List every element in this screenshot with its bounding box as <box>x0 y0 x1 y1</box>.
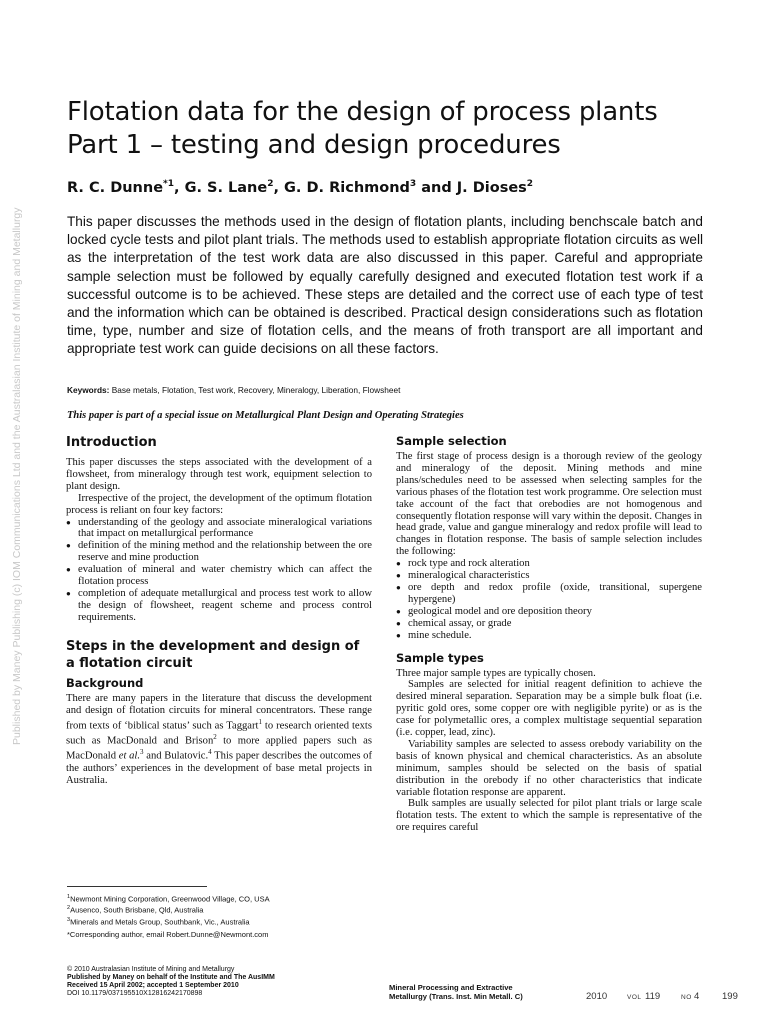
publication-info <box>67 966 387 998</box>
list-item: ● rock type and rock alteration <box>396 558 702 570</box>
author-list <box>67 179 727 196</box>
issue: 4 <box>694 991 700 1002</box>
list-item: ● completion of adequate metallurgical and process test work to allow the design of flowsheet, reagent scheme and process control requirements. <box>66 588 372 624</box>
copyright: © 2010 Australasian Institute of Mining and Metallurgy <box>67 966 235 973</box>
author-name: J. Dioses <box>456 179 527 196</box>
affiliation: $^2$Ausenco, South Brisbane, Qld, Australia <box>67 905 204 915</box>
keywords-list: Base metals, Flotation, Test work, Recovery, Mineralogy, Liberation, Flowsheet <box>111 385 401 395</box>
author-name: G. S. Lane <box>184 179 268 196</box>
title-line-1: Flotation data for the design of process plants <box>67 97 658 127</box>
sample-types-paragraph: Samples are selected for initial reagent definition to achieve the desired mineral separation. Separation may be a simple bulk float (i.e. pyritic gold ores, some copper ore with negligible pyrite) or as is the case for polymetallic ores, a complex multistage sequential separation (i.e. copper, lead, zinc). <box>396 679 702 739</box>
affiliations <box>67 893 367 927</box>
page-number: 199 <box>722 991 738 1002</box>
list-item: ● mine schedule. <box>396 630 702 642</box>
author-mark: 2 <box>526 179 534 189</box>
sample-selection-paragraph: The first stage of process design is a thorough review of the geology and mineralogy of the deposit. Mining methods and mine plans/schedules need to be assessed when selecting samples for the various phases of the flotation test work programme. Ore selection must take account of the fact that orebodies are not homogenous and consequently flotation response will vary within the deposit. Changes in head grade, value and gangue mineralogy and redox profile will lead to changes in flotation response. The basis of sample selection includes the following: <box>396 451 702 558</box>
background-paragraph: There are many papers in the literature that discuss the development and design of flotation circuits for mineral concentrators. These range from texts of ‘biblical status’ such as Taggart$^1$ to research oriented texts such as MacDonald and Brison$^2$ to more applied papers such as MacDonald et al.$^3$ and Bulatovic.$^4$ This paper describes the outcomes of the authors’ experiences in the development of base metal projects in Australia. <box>66 692 372 786</box>
right-column <box>396 434 702 834</box>
list-item: ● mineralogical characteristics <box>396 570 702 582</box>
journal-name: Mineral Processing and Extractive Metallurgy (Trans. Inst. Min Metall. C) <box>389 983 523 1001</box>
list-item: ● evaluation of mineral and water chemistry which can affect the flotation process <box>66 564 372 588</box>
author-mark: 3 <box>409 179 417 189</box>
affiliation: $^3$Minerals and Metals Group, Southbank, Vic., Australia <box>67 916 250 927</box>
doi: DOI 10.1179/037195510X12816242170898 <box>67 990 203 997</box>
key-factors-list <box>66 517 372 624</box>
keywords <box>67 385 703 395</box>
special-issue-note: This paper is part of a special issue on Metallurgical Plant Design and Operating Strategies <box>67 410 464 421</box>
list-item: ● ore depth and redox profile (oxide, transitional, supergene hypergene) <box>396 582 702 606</box>
sidebar-publisher-note: Published by Maney Publishing (c) IOM Communications Ltd and the Australasian Institute of Mining and Metallurgy <box>11 207 23 745</box>
issue-label: NO <box>681 994 692 1001</box>
author-name: R. C. Dunne <box>67 179 164 196</box>
list-item: ● definition of the mining method and the relationship between the ore reserve and mine production <box>66 540 372 564</box>
author-separator: , <box>174 179 185 196</box>
sample-types-paragraph: Variability samples are selected to assess orebody variability on the basis of known physical and chemical characteristics. As an absolute minimum, samples should be selected on the basis of spatial distribution in the orebody if no other characteristics that indicate variable flotation response are apparent. <box>396 738 702 798</box>
keywords-label: Keywords: <box>67 385 110 395</box>
list-item: ● chemical assay, or grade <box>396 618 702 630</box>
author-mark: 2 <box>267 179 274 189</box>
corresponding-author: *Corresponding author, email Robert.Dunne@Newmont.com <box>67 930 269 939</box>
volume-label: VOL <box>627 994 642 1001</box>
background-heading: Background <box>66 675 144 690</box>
affiliation: $^1$Newmont Mining Corporation, Greenwood Village, CO, USA <box>67 894 270 904</box>
footnote-rule <box>67 886 207 887</box>
sample-selection-heading: Sample selection <box>396 434 507 448</box>
list-item: ● geological model and ore deposition theory <box>396 606 702 618</box>
sample-types-heading: Sample types <box>396 650 484 665</box>
received-dates: Received 15 April 2002; accepted 1 September 2010 <box>67 982 239 989</box>
author-separator: and <box>416 179 457 196</box>
author-separator: , <box>273 179 285 196</box>
abstract: This paper discusses the methods used in the design of flotation plants, including benchscale batch and locked cycle tests and pilot plant trials. The methods used to establish appropriate flotation circuits as well as the interpretation of the test work data are also discussed in this paper. Careful and appropriate sample selection must be followed by equally carefully designed and executed flotation test work if a successful outcome is to be achieved. These steps are detailed and the correct use of each type of test and the information which can be obtained is described. Practical design considerations such as flotation time, type, number and size of flotation cells, and the means of froth transport are all important and appropriate test work can guide decisions on all these factors. <box>67 214 703 357</box>
steps-heading: Steps in the development and design of a flotation circuit <box>66 638 360 671</box>
left-column <box>66 434 372 787</box>
volume: 119 <box>645 991 661 1002</box>
intro-paragraph: Irrespective of the project, the development of the optimum flotation process is reliant on four key factors: <box>66 492 372 516</box>
publisher: Published by Maney on behalf of the Institute and The AusIMM <box>67 974 275 981</box>
year: 2010 <box>586 991 608 1002</box>
intro-paragraph: This paper discusses the steps associated with the development of a flowsheet, from mineralogy through test work, equipment selection to plant design. <box>66 457 372 492</box>
title-line-2: Part 1 – testing and design procedures <box>67 130 561 160</box>
sample-basis-list <box>396 558 702 641</box>
author-name: G. D. Richmond <box>284 179 410 196</box>
list-item: ● understanding of the geology and associate mineralogical variations that impact on metallurgical performance <box>66 517 372 541</box>
sample-types-paragraph: Three major sample types are typically chosen. <box>396 667 596 679</box>
introduction-heading: Introduction <box>66 435 157 450</box>
paper-title <box>67 96 727 162</box>
author-mark: *1 <box>163 179 174 189</box>
sample-types-paragraph: Bulk samples are usually selected for pilot plant trials or large scale flotation tests. The extent to which the sample is representative of the ore requires careful <box>396 798 702 834</box>
